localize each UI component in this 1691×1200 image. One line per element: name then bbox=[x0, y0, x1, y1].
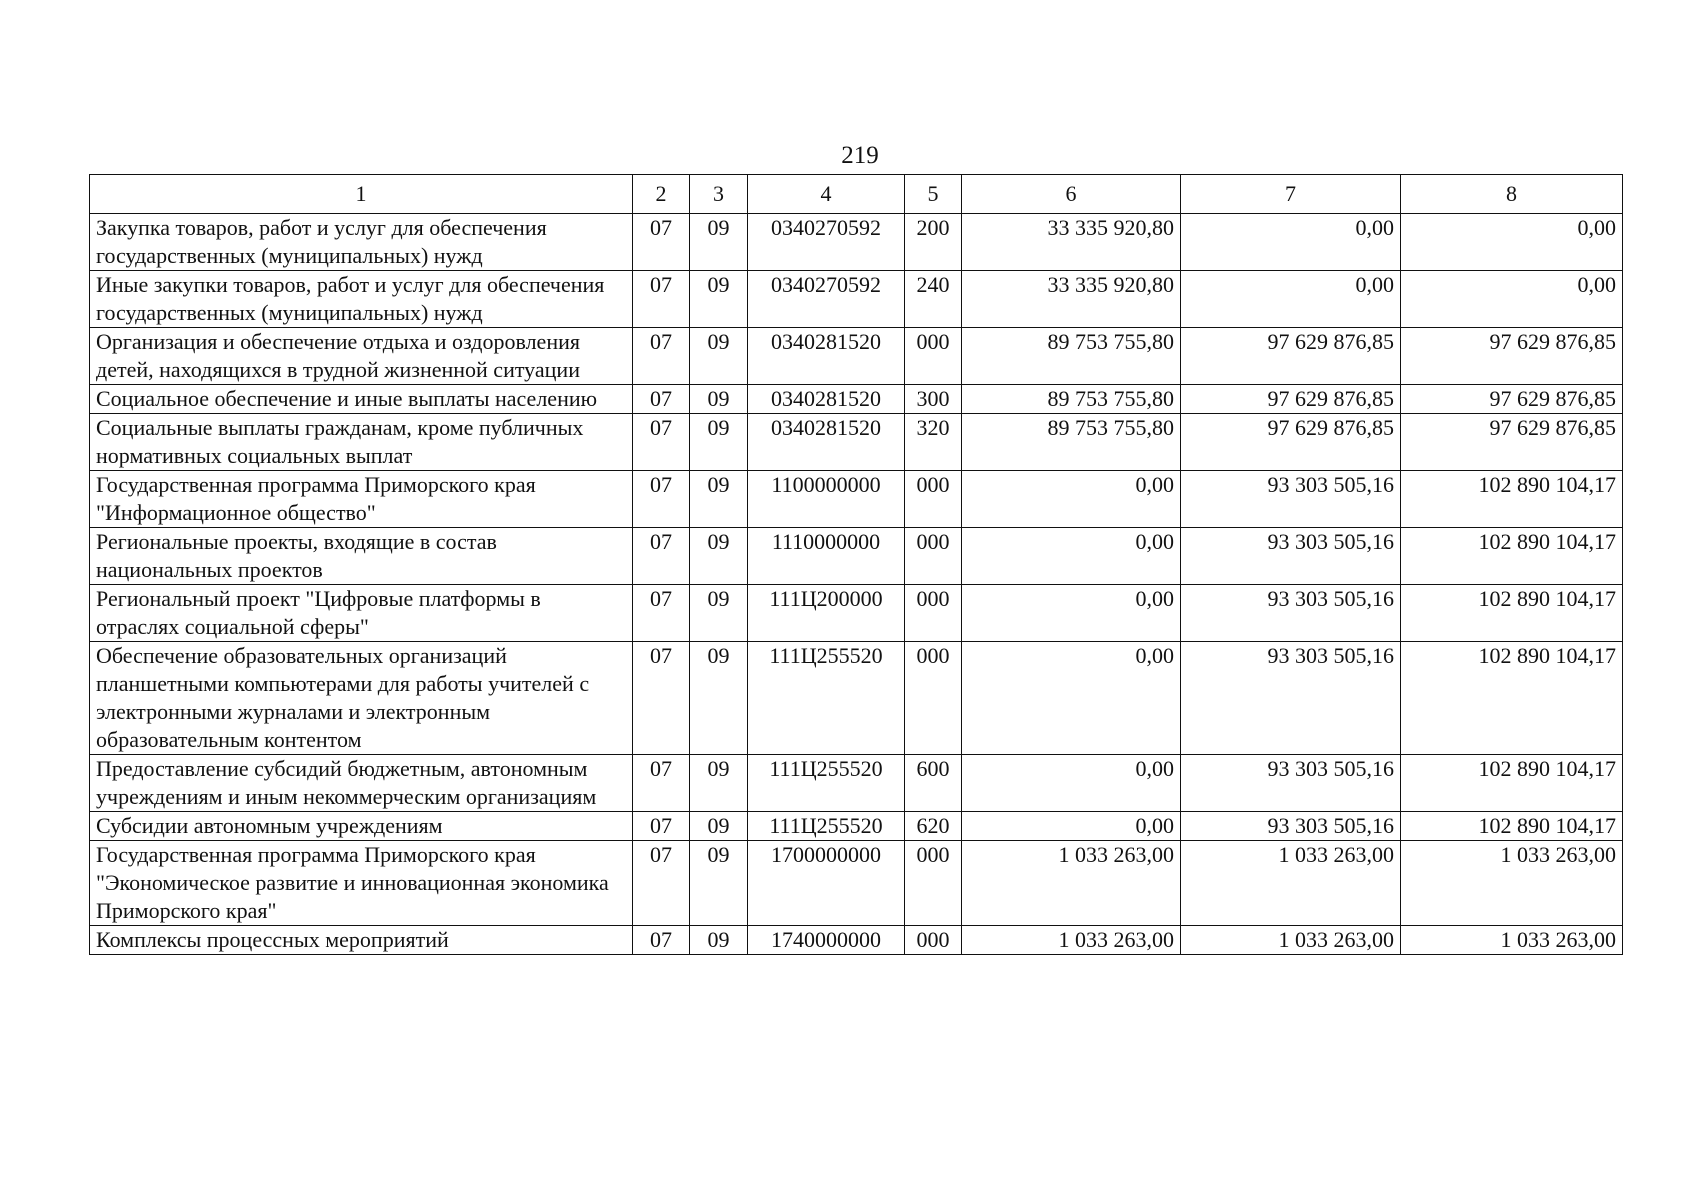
amount-col8: 102 890 104,17 bbox=[1401, 585, 1623, 642]
header-row bbox=[90, 175, 1623, 214]
amount-col6: 89 753 755,80 bbox=[962, 385, 1181, 414]
amount-col7: 0,00 bbox=[1181, 214, 1401, 271]
row-name: Организация и обеспечение отдыха и оздоровления детей, находящихся в трудной жизненной ситуации bbox=[90, 328, 633, 385]
expense-type-code: 000 bbox=[905, 841, 962, 926]
amount-col6: 0,00 bbox=[962, 642, 1181, 755]
table-row bbox=[90, 271, 1623, 328]
section-code: 07 bbox=[633, 585, 690, 642]
row-name: Государственная программа Приморского края "Информационное общество" bbox=[90, 471, 633, 528]
subsection-code: 09 bbox=[690, 385, 748, 414]
expense-type-code: 000 bbox=[905, 926, 962, 955]
section-code: 07 bbox=[633, 328, 690, 385]
section-code: 07 bbox=[633, 414, 690, 471]
column-header: 6 bbox=[962, 175, 1181, 214]
table-row bbox=[90, 471, 1623, 528]
row-name: Закупка товаров, работ и услуг для обеспечения государственных (муниципальных) нужд bbox=[90, 214, 633, 271]
row-name: Региональные проекты, входящие в состав национальных проектов bbox=[90, 528, 633, 585]
amount-col7: 93 303 505,16 bbox=[1181, 585, 1401, 642]
expense-type-code: 000 bbox=[905, 471, 962, 528]
page-number: 219 bbox=[841, 142, 879, 169]
section-code: 07 bbox=[633, 271, 690, 328]
column-header: 3 bbox=[690, 175, 748, 214]
subsection-code: 09 bbox=[690, 585, 748, 642]
subsection-code: 09 bbox=[690, 642, 748, 755]
amount-col6: 1 033 263,00 bbox=[962, 841, 1181, 926]
amount-col6: 1 033 263,00 bbox=[962, 926, 1181, 955]
table-body bbox=[90, 214, 1623, 955]
amount-col7: 93 303 505,16 bbox=[1181, 812, 1401, 841]
amount-col7: 0,00 bbox=[1181, 271, 1401, 328]
table-row bbox=[90, 385, 1623, 414]
expense-type-code: 000 bbox=[905, 585, 962, 642]
target-article-code: 111Ц255520 bbox=[748, 642, 905, 755]
amount-col7: 1 033 263,00 bbox=[1181, 926, 1401, 955]
amount-col7: 1 033 263,00 bbox=[1181, 841, 1401, 926]
amount-col8: 97 629 876,85 bbox=[1401, 385, 1623, 414]
amount-col7: 97 629 876,85 bbox=[1181, 385, 1401, 414]
table-row bbox=[90, 328, 1623, 385]
subsection-code: 09 bbox=[690, 414, 748, 471]
table-row bbox=[90, 214, 1623, 271]
expense-type-code: 300 bbox=[905, 385, 962, 414]
target-article-code: 1110000000 bbox=[748, 528, 905, 585]
column-header: 2 bbox=[633, 175, 690, 214]
target-article-code: 0340270592 bbox=[748, 214, 905, 271]
target-article-code: 0340281520 bbox=[748, 414, 905, 471]
expense-type-code: 620 bbox=[905, 812, 962, 841]
target-article-code: 111Ц200000 bbox=[748, 585, 905, 642]
expense-type-code: 240 bbox=[905, 271, 962, 328]
amount-col7: 93 303 505,16 bbox=[1181, 528, 1401, 585]
budget-table bbox=[89, 174, 1623, 955]
amount-col8: 102 890 104,17 bbox=[1401, 471, 1623, 528]
amount-col6: 33 335 920,80 bbox=[962, 271, 1181, 328]
column-header: 1 bbox=[90, 175, 633, 214]
subsection-code: 09 bbox=[690, 926, 748, 955]
target-article-code: 1100000000 bbox=[748, 471, 905, 528]
section-code: 07 bbox=[633, 926, 690, 955]
amount-col7: 93 303 505,16 bbox=[1181, 471, 1401, 528]
target-article-code: 0340281520 bbox=[748, 385, 905, 414]
amount-col6: 89 753 755,80 bbox=[962, 328, 1181, 385]
amount-col6: 0,00 bbox=[962, 471, 1181, 528]
amount-col6: 0,00 bbox=[962, 755, 1181, 812]
table-row bbox=[90, 841, 1623, 926]
row-name: Государственная программа Приморского края "Экономическое развитие и инновационная экономика Приморского края" bbox=[90, 841, 633, 926]
column-header: 8 bbox=[1401, 175, 1623, 214]
row-name: Социальные выплаты гражданам, кроме публичных нормативных социальных выплат bbox=[90, 414, 633, 471]
amount-col7: 97 629 876,85 bbox=[1181, 328, 1401, 385]
amount-col8: 97 629 876,85 bbox=[1401, 328, 1623, 385]
section-code: 07 bbox=[633, 471, 690, 528]
amount-col8: 102 890 104,17 bbox=[1401, 812, 1623, 841]
row-name: Предоставление субсидий бюджетным, автономным учреждениям и иным некоммерческим организациям bbox=[90, 755, 633, 812]
subsection-code: 09 bbox=[690, 328, 748, 385]
amount-col7: 93 303 505,16 bbox=[1181, 755, 1401, 812]
amount-col7: 93 303 505,16 bbox=[1181, 642, 1401, 755]
amount-col6: 33 335 920,80 bbox=[962, 214, 1181, 271]
table-row bbox=[90, 755, 1623, 812]
subsection-code: 09 bbox=[690, 214, 748, 271]
table-row bbox=[90, 528, 1623, 585]
section-code: 07 bbox=[633, 642, 690, 755]
row-name: Комплексы процессных мероприятий bbox=[90, 926, 633, 955]
amount-col8: 0,00 bbox=[1401, 271, 1623, 328]
section-code: 07 bbox=[633, 841, 690, 926]
expense-type-code: 000 bbox=[905, 528, 962, 585]
row-name: Обеспечение образовательных организаций планшетными компьютерами для работы учителей с электронными журналами и электронным образовательным контентом bbox=[90, 642, 633, 755]
section-code: 07 bbox=[633, 528, 690, 585]
row-name: Социальное обеспечение и иные выплаты населению bbox=[90, 385, 633, 414]
subsection-code: 09 bbox=[690, 755, 748, 812]
section-code: 07 bbox=[633, 755, 690, 812]
subsection-code: 09 bbox=[690, 471, 748, 528]
section-code: 07 bbox=[633, 214, 690, 271]
expense-type-code: 000 bbox=[905, 328, 962, 385]
amount-col6: 0,00 bbox=[962, 585, 1181, 642]
amount-col8: 102 890 104,17 bbox=[1401, 755, 1623, 812]
amount-col6: 89 753 755,80 bbox=[962, 414, 1181, 471]
amount-col8: 102 890 104,17 bbox=[1401, 642, 1623, 755]
target-article-code: 0340270592 bbox=[748, 271, 905, 328]
subsection-code: 09 bbox=[690, 841, 748, 926]
amount-col8: 1 033 263,00 bbox=[1401, 841, 1623, 926]
column-header: 7 bbox=[1181, 175, 1401, 214]
subsection-code: 09 bbox=[690, 271, 748, 328]
expense-type-code: 600 bbox=[905, 755, 962, 812]
table-row bbox=[90, 642, 1623, 755]
column-header: 4 bbox=[748, 175, 905, 214]
row-name: Субсидии автономным учреждениям bbox=[90, 812, 633, 841]
target-article-code: 111Ц255520 bbox=[748, 812, 905, 841]
table-row bbox=[90, 585, 1623, 642]
target-article-code: 111Ц255520 bbox=[748, 755, 905, 812]
amount-col8: 1 033 263,00 bbox=[1401, 926, 1623, 955]
target-article-code: 1740000000 bbox=[748, 926, 905, 955]
subsection-code: 09 bbox=[690, 528, 748, 585]
amount-col8: 102 890 104,17 bbox=[1401, 528, 1623, 585]
expense-type-code: 200 bbox=[905, 214, 962, 271]
table-row bbox=[90, 812, 1623, 841]
column-header: 5 bbox=[905, 175, 962, 214]
table-row bbox=[90, 926, 1623, 955]
subsection-code: 09 bbox=[690, 812, 748, 841]
table-row bbox=[90, 414, 1623, 471]
amount-col7: 97 629 876,85 bbox=[1181, 414, 1401, 471]
amount-col6: 0,00 bbox=[962, 812, 1181, 841]
section-code: 07 bbox=[633, 812, 690, 841]
amount-col6: 0,00 bbox=[962, 528, 1181, 585]
target-article-code: 1700000000 bbox=[748, 841, 905, 926]
target-article-code: 0340281520 bbox=[748, 328, 905, 385]
expense-type-code: 000 bbox=[905, 642, 962, 755]
row-name: Региональный проект "Цифровые платформы в отраслях социальной сферы" bbox=[90, 585, 633, 642]
expense-type-code: 320 bbox=[905, 414, 962, 471]
amount-col8: 97 629 876,85 bbox=[1401, 414, 1623, 471]
section-code: 07 bbox=[633, 385, 690, 414]
row-name: Иные закупки товаров, работ и услуг для обеспечения государственных (муниципальных) нужд bbox=[90, 271, 633, 328]
amount-col8: 0,00 bbox=[1401, 214, 1623, 271]
